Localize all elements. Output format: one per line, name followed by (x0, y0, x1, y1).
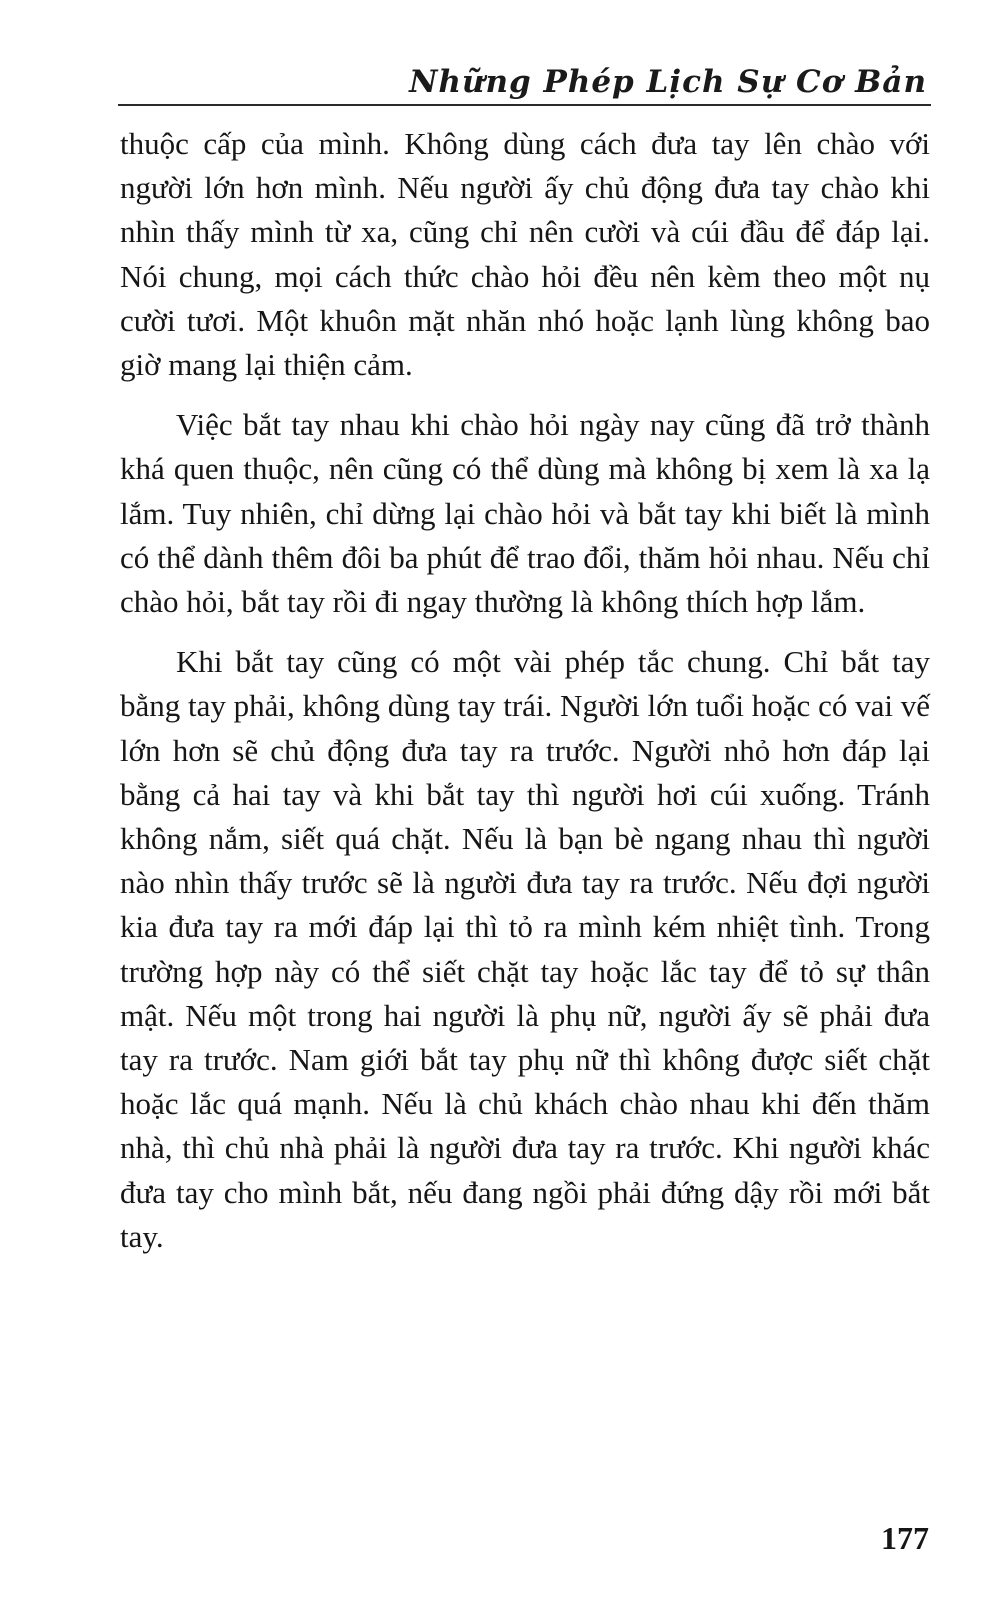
page-number: 177 (881, 1520, 929, 1556)
running-header (118, 40, 931, 106)
paragraph-continuation: thuộc cấp của mình. Không dùng cách đưa tay lên chào với người lớn hơn mình. Nếu người ấy chủ động đưa tay chào khi nhìn thấy mình từ xa, cũng chỉ nên cười và cúi đầu để đáp lại. Nói chung, mọi cách thức chào hỏi đều nên kèm theo một nụ cười tươi. Một khuôn mặt nhăn nhó hoặc lạnh lùng không bao giờ mang lại thiện cảm. (120, 126, 930, 383)
paragraph-handshake-rules: Khi bắt tay cũng có một vài phép tắc chung. Chỉ bắt tay bằng tay phải, không dùng tay trái. Người lớn tuổi hoặc có vai vế lớn hơn sẽ chủ động đưa tay ra trước. Người nhỏ hơn đáp lại bằng cả hai tay và khi bắt tay thì người hơi cúi xuống. Tránh không nắm, siết quá chặt. Nếu là bạn bè ngang nhau thì người nào nhìn thấy trước sẽ là người đưa tay ra trước. Nếu đợi người kia đưa tay ra mới đáp lại thì tỏ ra mình kém nhiệt tình. Trong trường hợp này có thể siết chặt tay hoặc lắc tay để tỏ sự thân mật. Nếu một trong hai người là phụ nữ, người ấy sẽ phải đưa tay ra trước. Nam giới bắt tay phụ nữ thì không được siết chặt hoặc lắc quá mạnh. Nếu là chủ khách chào nhau khi đến thăm nhà, thì chủ nhà phải là người đưa tay ra trước. Khi người khác đưa tay cho mình bắt, nếu đang ngồi phải đứng dậy rồi mới bắt tay. (120, 644, 930, 1254)
paragraph-handshake-intro: Việc bắt tay nhau khi chào hỏi ngày nay cũng đã trở thành khá quen thuộc, nên cũng có thể dùng mà không bị xem là xa lạ lắm. Tuy nhiên, chỉ dừng lại chào hỏi và bắt tay khi biết là mình có thể dành thêm đôi ba phút để trao đổi, thăm hỏi nhau. Nếu chỉ chào hỏi, bắt tay rồi đi ngay thường là không thích hợp lắm. (120, 407, 930, 620)
book-title: Những Phép Lịch Sự Cơ Bản (409, 64, 927, 100)
page-body (120, 122, 930, 1275)
